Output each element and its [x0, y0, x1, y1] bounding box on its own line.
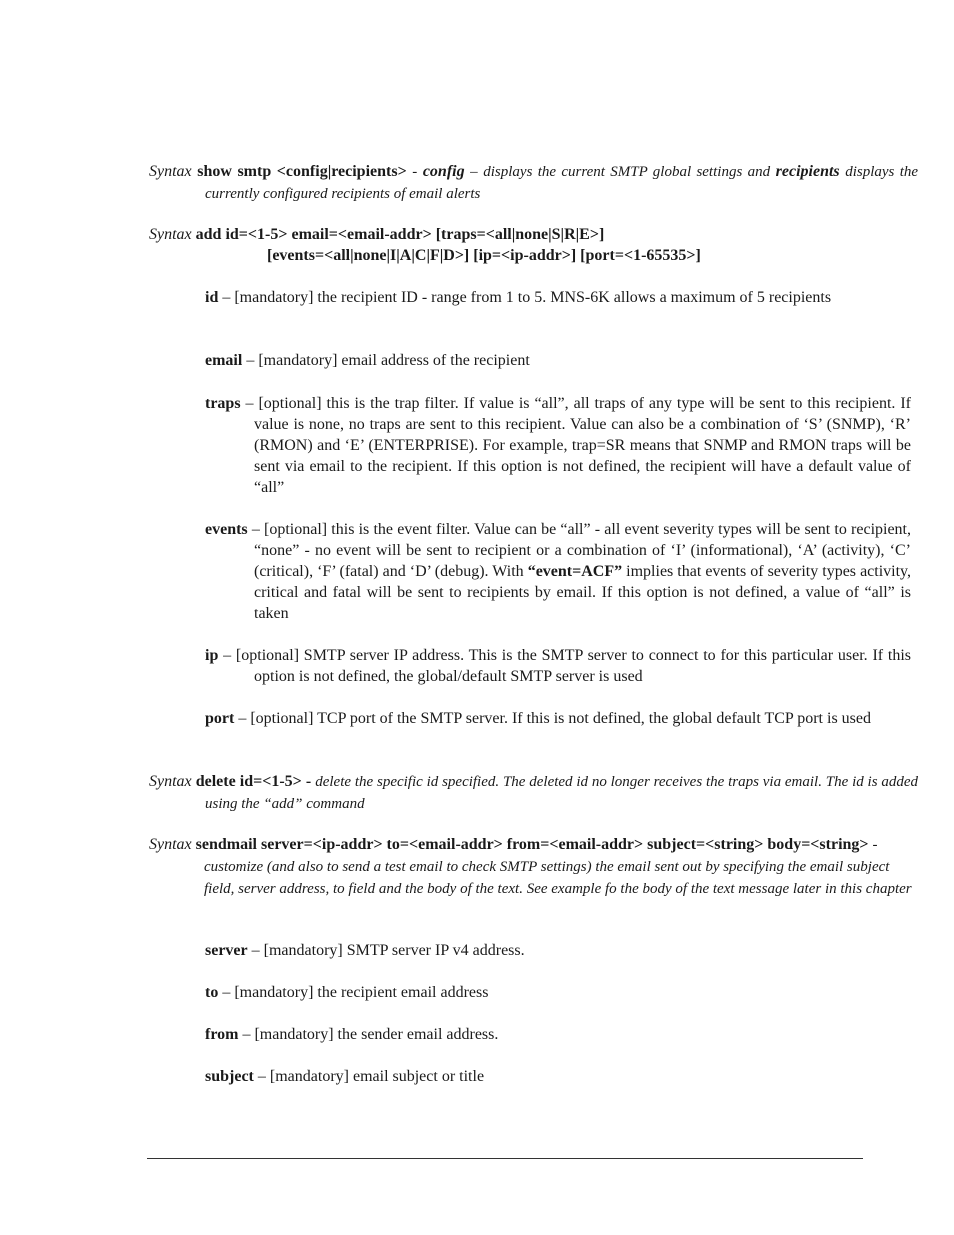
- param-text: – [mandatory] email subject or title: [257, 1068, 485, 1085]
- separator: -: [412, 164, 418, 180]
- param-events: [205, 519, 911, 624]
- param-text: – [mandatory] the sender email address.: [242, 1026, 499, 1043]
- description-recipients: displays the currently configured recipients of email alerts: [205, 164, 919, 202]
- param-to: [205, 982, 911, 1003]
- param-email: [205, 350, 911, 371]
- param-server: [205, 940, 911, 961]
- footer-rule: [147, 1158, 863, 1159]
- command-delete: delete id=<1-5> -: [195, 773, 312, 790]
- param-text: implies that events of severity types activity, critical and fatal will be sent to recipients by email. If this option is not defined, a value of “all” is taken: [254, 563, 912, 622]
- description-config: displays the current SMTP global settings and: [483, 164, 771, 180]
- syntax-show-smtp: [149, 161, 918, 205]
- param-name: port: [205, 710, 235, 727]
- syntax-sendmail: [149, 834, 917, 900]
- param-name: email: [205, 352, 243, 369]
- command-show-smtp: show smtp <config|recipients>: [197, 163, 407, 180]
- syntax-add: [149, 224, 862, 266]
- description-sendmail: - customize (and also to send a test email to check SMTP settings) the email sent out by specifying the email subject field, server address, to field and the body of the text. See example fo the body of the text message later in this chapter: [204, 837, 912, 897]
- command-sendmail-line1: sendmail server=<ip-addr> to=<email-addr> from=<email-addr>: [195, 836, 644, 853]
- param-text: – [mandatory] SMTP server IP v4 address.: [251, 942, 525, 959]
- param-example: “event=ACF”: [527, 563, 623, 580]
- param-name: ip: [205, 647, 219, 664]
- param-name: id: [205, 289, 219, 306]
- description-delete: delete the specific id specified. The deleted id no longer receives the traps via email. The id is added using the “add” command: [205, 774, 919, 812]
- param-name: traps: [205, 395, 241, 412]
- param-text: – [optional] TCP port of the SMTP server. If this is not defined, the global default TCP port is used: [238, 710, 871, 727]
- syntax-label: Syntax: [149, 226, 192, 243]
- syntax-label: Syntax: [149, 773, 192, 790]
- keyword-recipients: recipients: [775, 163, 840, 180]
- param-text: – [mandatory] email address of the recipient: [246, 352, 530, 369]
- param-traps: [205, 393, 911, 498]
- syntax-delete: [149, 771, 918, 815]
- param-name: events: [205, 521, 248, 538]
- param-name: to: [205, 984, 219, 1001]
- syntax-label: Syntax: [149, 163, 192, 180]
- param-id: [205, 287, 911, 308]
- command-add-line1: add id=<1-5> email=<email-addr> [traps=<all|none|S|R|E>]: [195, 226, 605, 243]
- param-text: – [optional] this is the event filter. Value can be “all” - all event severity types will be sent to recipient, “none” - no event will be sent to recipient or a combination of ‘I’ (informational), ‘A’ (activity), ‘C’ (critical), ‘F’ (fatal) and ‘D’ (debug). With: [251, 521, 912, 580]
- param-subject: [205, 1066, 911, 1087]
- param-port: [205, 708, 911, 729]
- param-text: – [mandatory] the recipient email address: [222, 984, 489, 1001]
- param-name: server: [205, 942, 248, 959]
- param-ip: [205, 645, 911, 687]
- param-text: – [mandatory] the recipient ID - range from 1 to 5. MNS-6K allows a maximum of 5 recipients: [222, 289, 832, 306]
- keyword-config: config: [422, 163, 465, 180]
- param-text: – [optional] SMTP server IP address. This is the SMTP server to connect to for this particular user. If this option is not defined, the global/default SMTP server is used: [223, 647, 912, 685]
- param-text: – [optional] this is the trap filter. If value is “all”, all traps of any type will be sent to this recipient. If value is none, no traps are sent to this recipient. Value can also be a combination of ‘S’ (SNMP), ‘R’ (RMON) and ‘E’ (ENTERPRISE). For example, trap=SR means that SNMP and RMON traps will be sent via email to the recipient. If this option is not defined, the recipient will have a default value of “all”: [245, 395, 912, 496]
- param-from: [205, 1024, 911, 1045]
- dash: –: [470, 164, 478, 180]
- command-add-line2: [events=<all|none|I|A|C|F|D>] [ip=<ip-addr>] [port=<1-65535>]: [267, 247, 701, 264]
- syntax-label: Syntax: [149, 836, 192, 853]
- param-name: from: [205, 1026, 239, 1043]
- command-sendmail-line2: subject=<string> body=<string>: [647, 836, 869, 853]
- param-name: subject: [205, 1068, 254, 1085]
